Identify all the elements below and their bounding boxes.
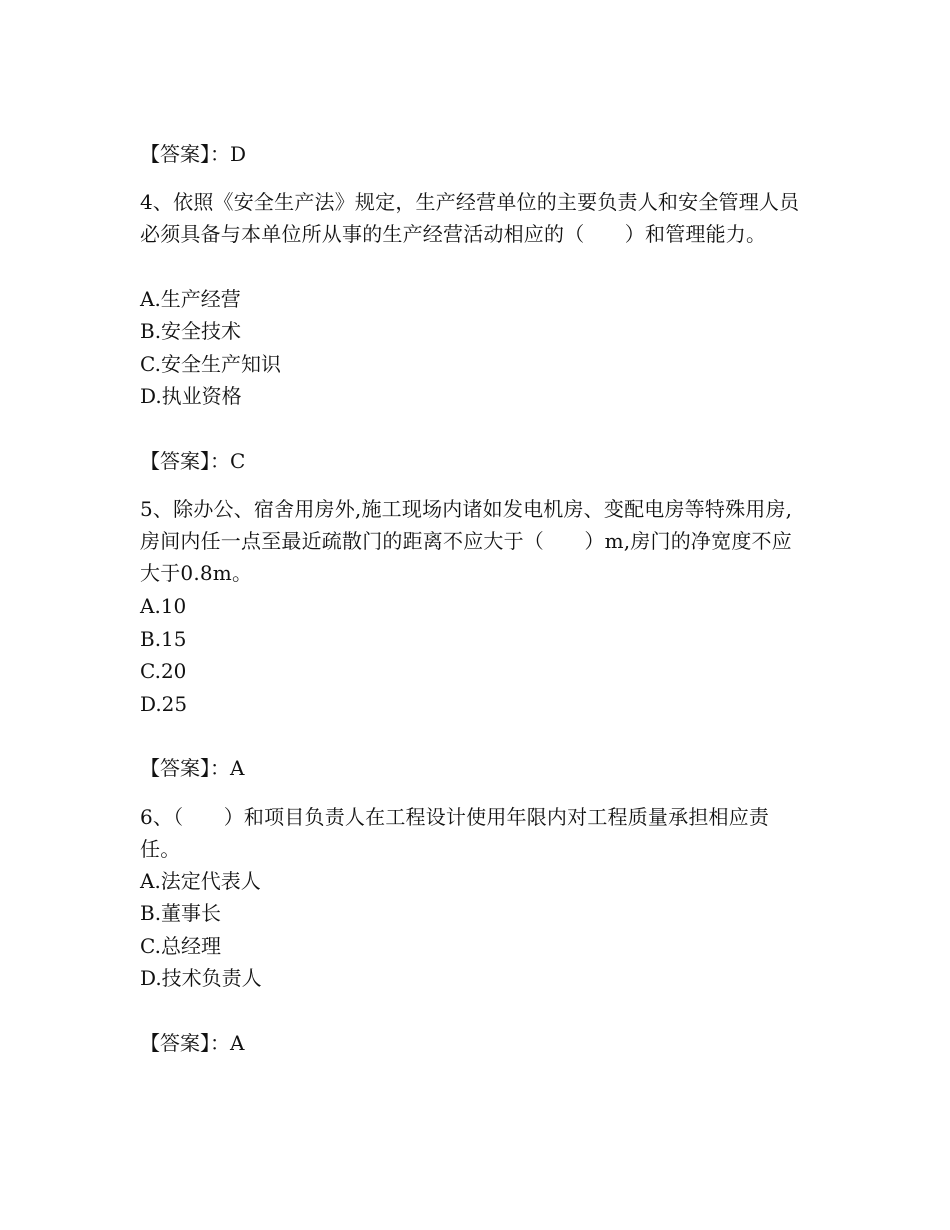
answer-q6: 【答案】：A (140, 1031, 245, 1055)
question-6-option-c: C.总经理 (140, 934, 221, 958)
question-4-option-d: D.执业资格 (140, 384, 242, 408)
question-5-option-d: D.25 (140, 692, 188, 716)
question-5-option-a: A.10 (140, 594, 187, 618)
question-4-option-a: A.生产经营 (140, 287, 241, 311)
answer-q4: 【答案】：C (140, 449, 246, 473)
question-6-option-a: A.法定代表人 (140, 869, 261, 893)
question-4-option-c: C.安全生产知识 (140, 352, 281, 376)
question-4-stem: 4、依照《安全生产法》规定，生产经营单位的主要负责人和安全管理人员必须具备与本单位所从事的生产经营活动相应的（ ）和管理能力。 (140, 190, 800, 246)
question-6-stem: 6、（ ）和项目负责人在工程设计使用年限内对工程质量承担相应责任。 (140, 805, 770, 861)
question-6-option-d: D.技术负责人 (140, 966, 262, 990)
question-5-stem: 5、除办公、宿舍用房外,施工现场内诸如发电机房、变配电房等特殊用房,房间内任一点至最近疏散门的距离不应大于（ ）m,房门的净宽度不应大于0.8m。 (140, 497, 793, 585)
answer-q3: 【答案】：D (140, 142, 247, 166)
question-6-option-b: B.董事长 (140, 901, 222, 925)
question-5-option-c: C.20 (140, 659, 187, 683)
question-4-option-b: B.安全技术 (140, 319, 242, 343)
answer-q5: 【答案】：A (140, 756, 245, 780)
question-5-option-b: B.15 (140, 627, 187, 651)
